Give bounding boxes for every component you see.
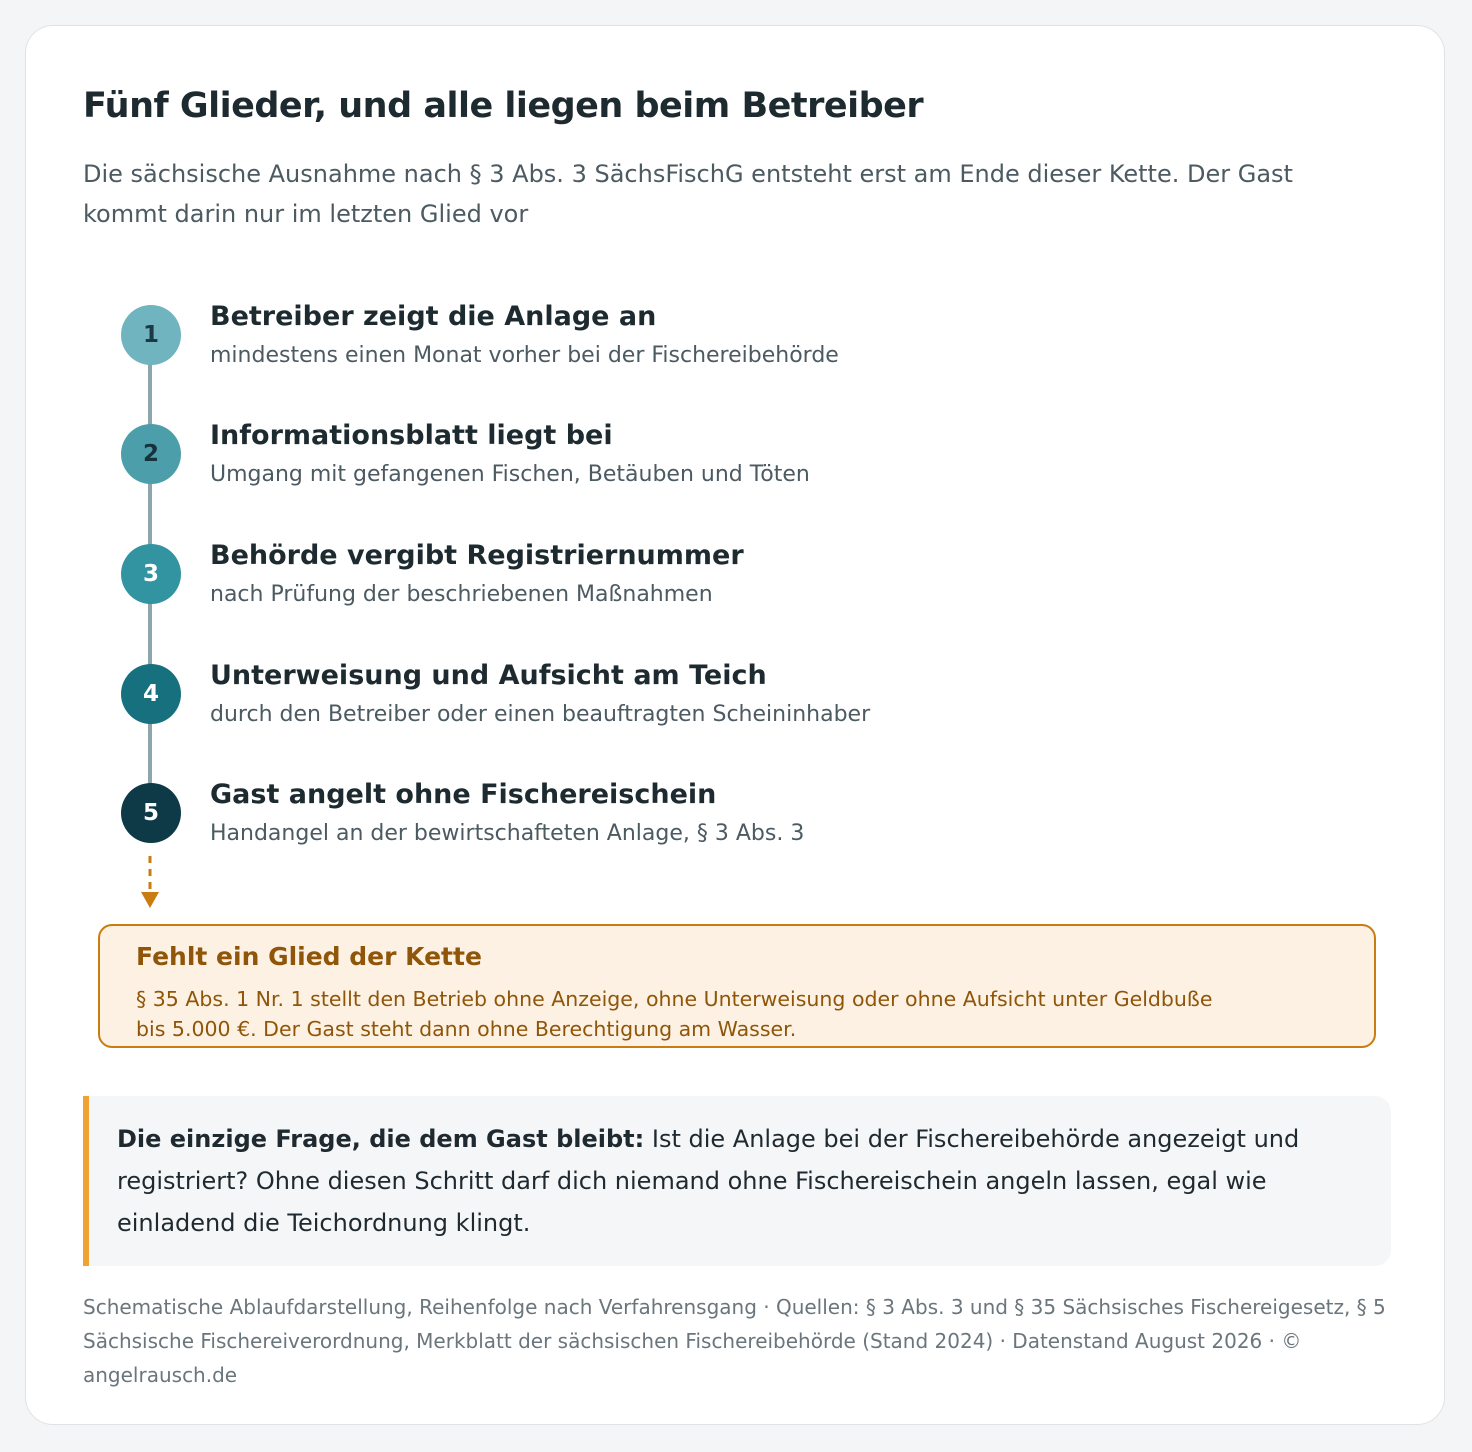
- step-5-description: Handangel an der bewirtschafteten Anlage, § 3 Abs. 3: [210, 821, 805, 846]
- page-title: Fünf Glieder, und alle liegen beim Betreiber: [83, 86, 924, 126]
- step-1-title: Betreiber zeigt die Anlage an: [210, 301, 657, 332]
- step-connector: [148, 721, 152, 789]
- step-number: 3: [142, 561, 159, 587]
- callout-text: [117, 1118, 1347, 1244]
- page-subtitle: Die sächsische Ausnahme nach § 3 Abs. 3 SächsFischG entsteht erst am Ende dieser Kette. Der Gast kommt darin nur im letzten Glied vor: [83, 160, 1293, 228]
- step-connector: [148, 602, 152, 670]
- warning-box: [98, 924, 1376, 1048]
- step-number: 1: [142, 322, 159, 348]
- step-4-circle: [121, 664, 181, 724]
- infographic-card: [25, 25, 1445, 1425]
- step-2-title: Informationsblatt liegt bei: [210, 420, 613, 451]
- warning-title: Fehlt ein Glied der Kette: [136, 942, 482, 971]
- step-2-circle: [121, 424, 181, 484]
- step-3-description: nach Prüfung der beschriebenen Maßnahmen: [210, 582, 713, 607]
- step-connector: [148, 362, 152, 430]
- step-3-title: Behörde vergibt Registriernummer: [210, 540, 744, 571]
- source-footnote: Schematische Ablaufdarstellung, Reihenfolge nach Verfahrensgang · Quellen: § 3 Abs. 3 und § 35 Sächsisches Fischereigesetz, § 5 Sächsische Fischereiverordnung, Merkblatt der sächsischen Fischereibehörde (Stand 2024) · Datenstand August 2026 · © angelrausch.de: [83, 1295, 1386, 1387]
- arrow-down-icon: [138, 854, 162, 912]
- step-1-circle: [121, 305, 181, 365]
- step-number: 4: [142, 681, 159, 707]
- step-5-circle: [121, 783, 181, 843]
- step-1-description: mindestens einen Monat vorher bei der Fischereibehörde: [210, 343, 839, 368]
- step-3-circle: [121, 544, 181, 604]
- step-5-title: Gast angelt ohne Fischereischein: [210, 779, 717, 810]
- step-number: 2: [142, 441, 159, 467]
- step-2-description: Umgang mit gefangenen Fischen, Betäuben und Töten: [210, 462, 810, 487]
- step-4-title: Unterweisung und Aufsicht am Teich: [210, 660, 767, 691]
- step-number: 5: [142, 800, 159, 826]
- callout-body: Ist die Anlage bei der Fischereibehörde angezeigt und registriert? Ohne diesen Schritt darf dich niemand ohne Fischereischein angeln lassen, egal wie einladend die Teichordnung klingt.: [117, 1125, 1300, 1237]
- step-4-description: durch den Betreiber oder einen beauftragten Scheininhaber: [210, 702, 871, 727]
- warning-text: § 35 Abs. 1 Nr. 1 stellt den Betrieb ohne Anzeige, ohne Unterweisung oder ohne Aufsicht unter Geldbuße bis 5.000 €. Der Gast steht dann ohne Berechtigung am Wasser.: [136, 987, 1213, 1041]
- callout-lead: Die einzige Frage, die dem Gast bleibt:: [117, 1125, 645, 1153]
- step-connector: [148, 482, 152, 550]
- callout-box: [83, 1096, 1391, 1266]
